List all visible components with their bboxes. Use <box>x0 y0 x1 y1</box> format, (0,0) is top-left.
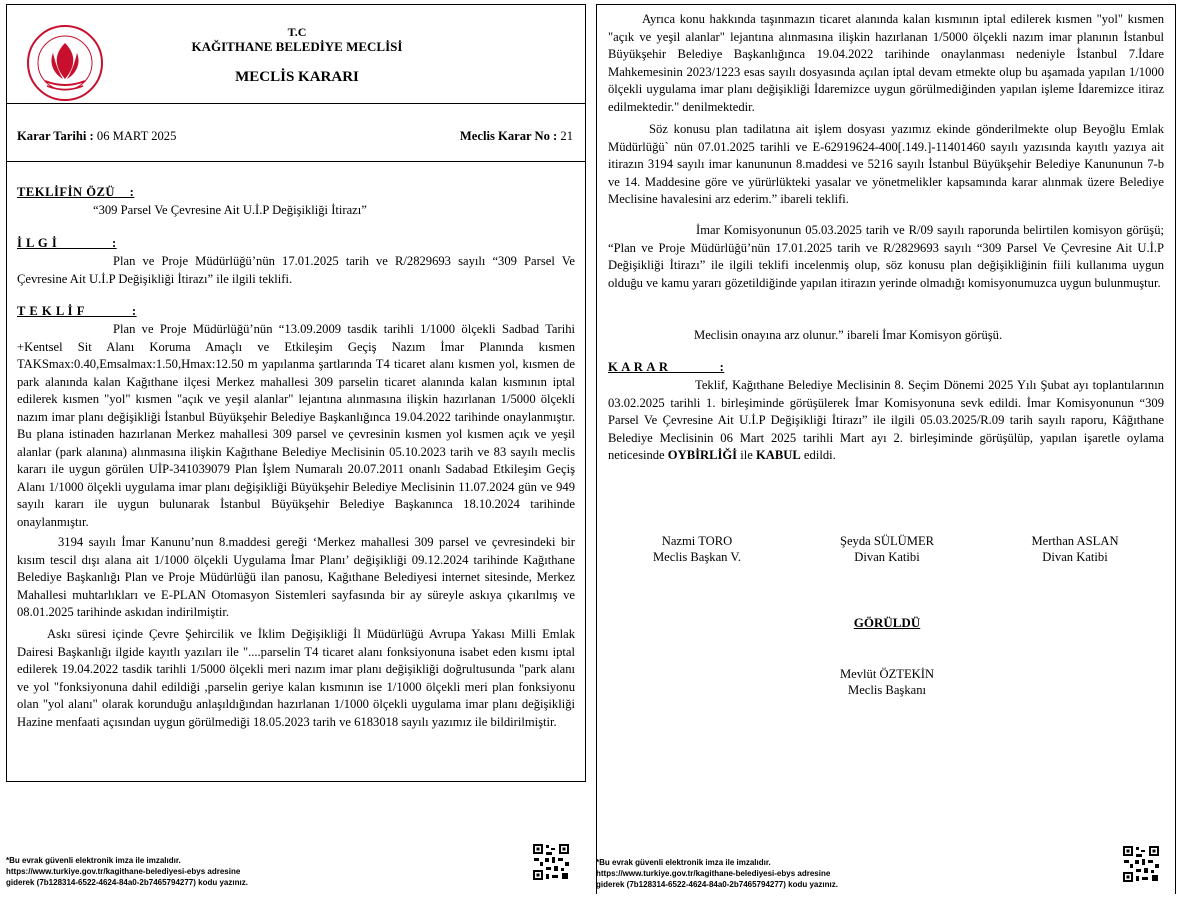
karar-heading: K A R A R : <box>608 360 725 374</box>
qr-code-icon <box>1122 845 1160 883</box>
ozu-text: “309 Parsel Ve Çevresine Ait U.İ.P Değişikliği İtirazı” <box>93 203 367 217</box>
footer-line-1: *Bu evrak güvenli elektronik imza ile imzalıdır. <box>596 858 771 867</box>
decision-date: Karar Tarihi : 06 MART 2025 <box>17 129 177 143</box>
right-page <box>596 4 1176 894</box>
right-paragraph-4: Meclisin onayına arz olunur.” ibareli İmar Komisyon görüşü. <box>694 328 1003 342</box>
goruldu-heading: GÖRÜLDÜ <box>853 615 921 630</box>
meta-divider <box>7 161 585 162</box>
decision-number: Meclis Karar No : 21 <box>459 129 573 143</box>
footer-line-3: giderek (7b128314-6522-4624-84a0-2b7465794277) kodu yazınız. <box>596 880 838 889</box>
footer-line-1: *Bu evrak güvenli elektronik imza ile imzalıdır. <box>6 856 181 865</box>
signature-mayor: Mevlüt ÖZTEKİN Meclis Başkanı <box>839 667 935 697</box>
header-tc: T.C <box>287 25 307 39</box>
oybirligi-text: OYBİRLİĞİ <box>667 448 738 462</box>
signature-clerk-1: Şeyda SÜLÜMER Divan Katibi <box>839 534 935 564</box>
footer-line-2: https://www.turkiye.gov.tr/kagithane-belediyesi-ebys adresine <box>596 869 831 878</box>
header-divider <box>7 103 585 104</box>
teklif-heading: T E K L İ F : <box>17 304 137 318</box>
right-paragraph-1: Ayrıca konu hakkında taşınmazın ticaret alanında kalan kısmının iptal edilerek kısmen "yol" kısmen "açık ve yeşil alanlar" lejantına alınmasına ilişkin hazırlanan 1/5000 ölçekli nazım imar planının İstanbul Büyükşehir Belediye Başkanlığınca 19.04.2022 tarihinde onaylanması nedeniyle İstanbul 7.İdare Mahkemesinin 2023/1223 esas sayılı dosyasında açılan iptal devam etmekte olup bu aşamada yapılan 1/1000 ölçekli uygulama imar planı değişikliği İdaremizce uygun görülmediğinden yapılan işleme İdaremizce itiraz edilmektedir." denilmektedir. <box>608 12 1164 114</box>
ozu-heading: TEKLİFİN ÖZÜ : <box>17 185 135 199</box>
signature-clerk-2: Merthan ASLAN Divan Katibi <box>1031 534 1119 564</box>
footer-line-2: https://www.turkiye.gov.tr/kagithane-belediyesi-ebys adresine <box>6 867 241 876</box>
left-footer <box>6 855 248 888</box>
header-title: MECLİS KARARI <box>235 69 359 85</box>
right-footer <box>596 857 838 890</box>
ilgi-text: Plan ve Proje Müdürlüğü’nün 17.01.2025 tarih ve R/2829693 sayılı “309 Parsel Ve Çevresine Ait U.İ.P Değişikliği İtirazı” ile ilgili teklifi. <box>17 254 575 286</box>
teklif-paragraph-1: Plan ve Proje Müdürlüğü’nün “13.09.2009 tasdik tarihli 1/1000 ölçekli Sadbad Tarihi +Kentsel Sit Alanı Koruma Amaçlı ve Etkileşim Geçiş Nazım İmar Planında kısmen TAKSmax:0.40,Emsalmax:1.50,Hmax:12.50 m yapılanma şartlarında T4 ticaret alanı kısmen yol, kısmen de park alanında kalan Kağıthane ilçesi Merkez mahallesi 309 parselin ticaret alanında kalan kısmının iptal edilerek kısmen "yol" kısmen "açık ve yeşil alanlar" lejantına alınmasına ilişkin hazırlanan 1/5000 ölçekli nazım imar planı değişikliği İstanbul Büyükşehir Belediye Başkanlığınca 19.04.2022 tarihinde onaylanmıştır. Bu plana istinaden hazırlanan Merkez mahallesi 309 parsel ve çevresinin kısmen yol kısmen açık ve yeşil alanlar (park alanına) alınmasına ilişkin Kağıthane Belediye Meclisinin 05.10.2023 tarih ve 83 sayılı meclis kararı ile uygun görülen UİP-341039079 Plan İşlem Numaralı 20.07.2011 onanlı Sadabad Etkileşim Geçiş Alanı 1/1000 ölçekli uygulama imar planı değişikliği Büyükşehir Belediye Meclisinin 11.07.2024 gün ve 949 sayılı kararı ile uygun bulunarak İstanbul Büyükşehir Belediye Başkanınca 18.10.2024 tarihinde onaylanmıştır. <box>17 322 575 529</box>
ilgi-heading: İ L G İ : <box>17 236 117 250</box>
qr-code-icon <box>532 843 570 881</box>
teklif-paragraph-2: 3194 sayılı İmar Kanunu’nun 8.maddesi gereği ‘Merkez mahallesi 309 parsel ve çevresindeki bir kısım tescil dışı alana ait 1/1000 ölçekli Uygulama İmar Planı’ değişikliği 09.12.2024 tarihinde Kağıthane Belediye Başkanlığı Plan ve Proje Müdürlüğü ilan panosu, Kağıthane Belediyesi internet sitesinde, Merkez Mahallesi muhtarlıkları ve E-PLAN Otomasyon Sistemleri sayfasında bir ay süreyle askıya çıkarılmış ve 08.01.2025 tarihinde askıdan indirilmiştir. <box>17 535 575 619</box>
teklif-paragraph-3: Askı süresi içinde Çevre Şehircilik ve İklim Değişikliği İl Müdürlüğü Avrupa Yakası Milli Emlak Dairesi Başkanlığı ilgide kayıtlı yazıları ile "....parselin T4 ticaret alanı fonksiyonuna isabet eden kısmı iptal edilerek 19.04.2022 tasdik tarihli 1/5000 ölçekli meri nazım imar planı değişikliği doğrultusunda "park alanı ve yol "fonksiyonuna dahil edildiği ,parselin geriye kalan kısmının ise 1/1000 ölçekli meri plan fonksiyonu olan "yol alanı" olarak korunduğu anlaşıldığından hazırlanan 1/1000 ölçekli uygulama imar planı değişikliği Hazine menfaati açısından uygun görülmediği 18.05.2023 tarih ve 6183018 sayılı yazımız ile bildirilmiştir. <box>17 627 575 729</box>
footer-line-3: giderek (7b128314-6522-4624-84a0-2b7465794277) kodu yazınız. <box>6 878 248 887</box>
header-council: KAĞITHANE BELEDİYE MECLİSİ <box>191 39 403 54</box>
kabul-text: KABUL <box>755 448 801 462</box>
right-paragraph-2: Söz konusu plan tadilatına ait işlem dosyası yazımız ekinde gönderilmekte olup Beyoğlu Emlak Müdürlüğü` nün 07.01.2025 tarihli ve E-62919624-400[.149.]-11401460 sayılı yazısında kayıtlı yazıya ait itirazın 3194 sayılı imar kanununun 8.maddesi ve 5216 sayılı İstanbul Büyükşehir Belediye Kanununun 7-b ve 14. Maddesine göre ve yürürlükteki yasalar ve yönetmelikler kapsamında karar alınmak üzere Belediye Meclisine havalesini arz ederim.” ibareli teklifi. <box>608 122 1164 206</box>
kagithane-belediyesi-logo-icon <box>25 23 105 103</box>
karar-text: Teklif, Kağıthane Belediye Meclisinin 8. Seçim Dönemi 2025 Yılı Şubat ayı toplantılarının 03.02.2025 tarihli 1. birleşiminde görüşülerek İmar Komisyonuna sevk edildi. İmar Komisyonunun “309 Parsel Ve Çevresine Ait U.İ.P Değişikliği İtirazı” ile ilgili 05.03.2025/R.09 tarih sayılı raporu, Kâğıthane Belediye Meclisinin 06 Mart 2025 tarihli Mart ayı 2. birleşiminde görüşülüp, yapılan işaretle oylama neticesinde OYBİRLİĞİ ile KABUL edildi. <box>608 378 1164 462</box>
left-page <box>6 4 586 782</box>
signature-chairman-deputy: Nazmi TORO Meclis Başkan V. <box>652 534 742 564</box>
right-paragraph-3: İmar Komisyonunun 05.03.2025 tarih ve R/09 sayılı raporunda belirtilen komisyon görüşü; “Plan ve Proje Müdürlüğü’nün 17.01.2025 tarih ve R/2829693 sayılı “309 Parsel Ve Çevresine Ait U.İ.P Değişikliği İtirazı” ile ilgili teklifi incelenmiş olup, söz konusu plan değişikliğinin fiili kullanıma uygun olduğu ve kamu yararı gözetildiğinde yapılan itirazın yerinde olmadığı komisyonumuzca uygun bulunmuştur. <box>608 223 1164 290</box>
